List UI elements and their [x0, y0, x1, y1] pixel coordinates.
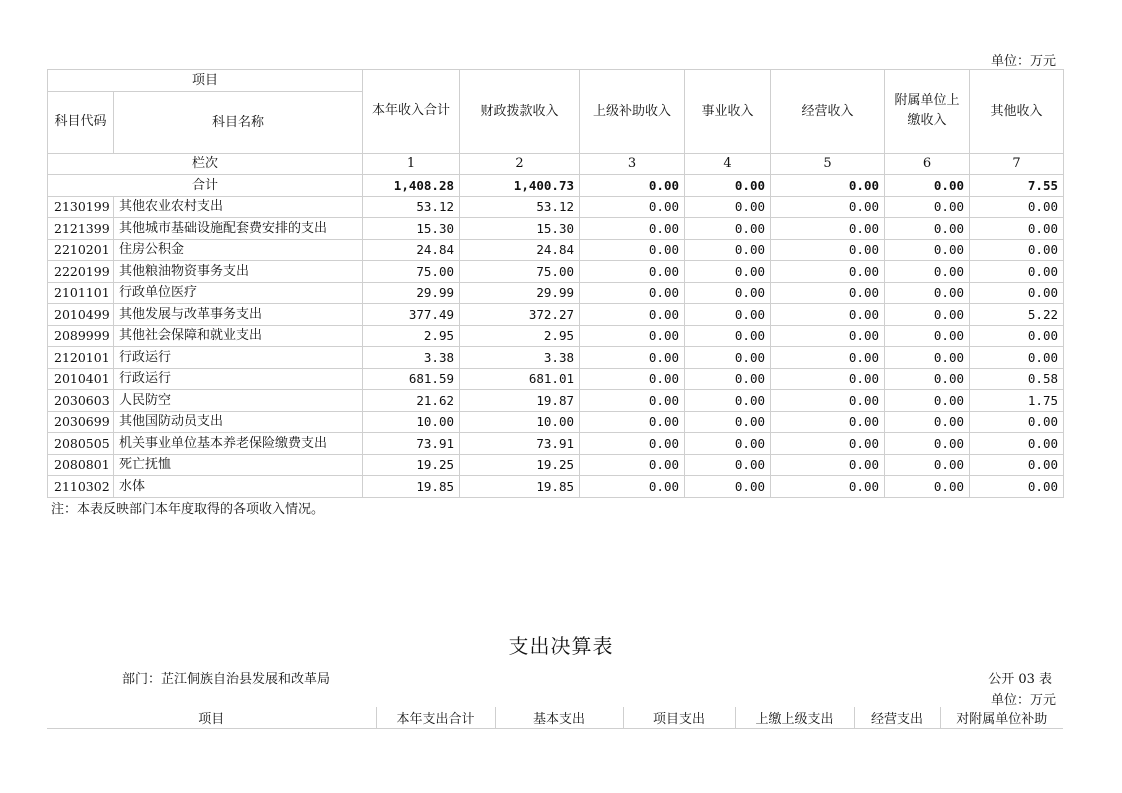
table-row [48, 411, 1064, 433]
amount-cell: 0.00 [885, 433, 970, 455]
subject-name: 其他发展与改革事务支出 [114, 304, 363, 326]
department-label: 部门：芷江侗族自治县发展和改革局 [122, 672, 331, 687]
amount-cell: 0.00 [580, 390, 685, 412]
subject-name: 死亡抚恤 [114, 454, 363, 476]
amount-cell: 19.25 [460, 454, 580, 476]
amount-cell: 0.00 [685, 239, 771, 261]
row-index-6: 6 [885, 153, 970, 175]
table-row [48, 239, 1064, 261]
amount-cell: 2.95 [460, 325, 580, 347]
row-index-7: 7 [970, 153, 1064, 175]
amount-cell: 0.00 [885, 411, 970, 433]
amount-cell: 0.00 [685, 304, 771, 326]
amount-cell: 0.00 [885, 282, 970, 304]
amount-cell: 0.00 [771, 476, 885, 498]
amount-cell: 0.00 [685, 411, 771, 433]
amount-cell: 0.00 [885, 347, 970, 369]
amount-cell: 0.00 [685, 196, 771, 218]
table-row [48, 325, 1064, 347]
amount-cell: 73.91 [460, 433, 580, 455]
total-value: 0.00 [580, 175, 685, 197]
header-code: 科目代码 [48, 91, 114, 153]
subject-name: 行政运行 [114, 368, 363, 390]
amount-cell: 3.38 [363, 347, 460, 369]
table-row [48, 282, 1064, 304]
amount-cell: 0.58 [970, 368, 1064, 390]
amount-cell: 0.00 [970, 218, 1064, 240]
amount-cell: 0.00 [970, 433, 1064, 455]
table-row [48, 390, 1064, 412]
subject-code: 2030603 [48, 390, 114, 412]
amount-cell: 0.00 [885, 476, 970, 498]
amount-cell: 0.00 [580, 282, 685, 304]
amount-cell: 0.00 [580, 304, 685, 326]
amount-cell: 0.00 [885, 325, 970, 347]
row-index-1: 1 [363, 153, 460, 175]
amount-cell: 0.00 [771, 325, 885, 347]
amount-cell: 2.95 [363, 325, 460, 347]
subject-code: 2010499 [48, 304, 114, 326]
amount-cell: 0.00 [771, 347, 885, 369]
total-label: 合计 [48, 175, 363, 197]
subject-name: 人民防空 [114, 390, 363, 412]
header-col-1: 本年收入合计 [363, 70, 460, 154]
amount-cell: 0.00 [685, 390, 771, 412]
subject-code: 2130199 [48, 196, 114, 218]
exp-col-header: 经营支出 [854, 707, 940, 729]
table-row [48, 347, 1064, 369]
amount-cell: 0.00 [685, 347, 771, 369]
subject-name: 其他社会保障和就业支出 [114, 325, 363, 347]
table-row [48, 218, 1064, 240]
exp-col-header: 项目支出 [623, 707, 735, 729]
header-col-3: 上级补助收入 [580, 70, 685, 154]
amount-cell: 15.30 [460, 218, 580, 240]
row-index-3: 3 [580, 153, 685, 175]
table-row [48, 261, 1064, 283]
header-col-2: 财政拨款收入 [460, 70, 580, 154]
exp-col-header: 上缴上级支出 [735, 707, 854, 729]
amount-cell: 0.00 [685, 454, 771, 476]
amount-cell: 0.00 [885, 390, 970, 412]
amount-cell: 73.91 [363, 433, 460, 455]
amount-cell: 0.00 [970, 196, 1064, 218]
subject-code: 2110302 [48, 476, 114, 498]
exp-col-header: 项目 [47, 707, 376, 729]
amount-cell: 0.00 [771, 239, 885, 261]
amount-cell: 5.22 [970, 304, 1064, 326]
total-value: 0.00 [771, 175, 885, 197]
amount-cell: 0.00 [771, 304, 885, 326]
amount-cell: 0.00 [580, 411, 685, 433]
subject-code: 2120101 [48, 347, 114, 369]
amount-cell: 377.49 [363, 304, 460, 326]
amount-cell: 53.12 [460, 196, 580, 218]
amount-cell: 19.85 [460, 476, 580, 498]
amount-cell: 0.00 [580, 347, 685, 369]
amount-cell: 0.00 [885, 454, 970, 476]
amount-cell: 19.85 [363, 476, 460, 498]
table-row [48, 304, 1064, 326]
header-name: 科目名称 [114, 91, 363, 153]
amount-cell: 0.00 [771, 454, 885, 476]
row-index-4: 4 [685, 153, 771, 175]
exp-col-header: 本年支出合计 [376, 707, 495, 729]
amount-cell: 0.00 [580, 239, 685, 261]
amount-cell: 0.00 [685, 218, 771, 240]
amount-cell: 19.25 [363, 454, 460, 476]
amount-cell: 53.12 [363, 196, 460, 218]
subject-code: 2080801 [48, 454, 114, 476]
amount-cell: 75.00 [363, 261, 460, 283]
amount-cell: 0.00 [685, 368, 771, 390]
income-table [47, 69, 1064, 498]
row-index-label: 栏次 [48, 153, 363, 175]
amount-cell: 1.75 [970, 390, 1064, 412]
amount-cell: 0.00 [771, 390, 885, 412]
subject-name: 其他国防动员支出 [114, 411, 363, 433]
table-row [48, 368, 1064, 390]
amount-cell: 0.00 [885, 368, 970, 390]
row-index-5: 5 [771, 153, 885, 175]
amount-cell: 15.30 [363, 218, 460, 240]
subject-name: 行政单位医疗 [114, 282, 363, 304]
amount-cell: 681.01 [460, 368, 580, 390]
amount-cell: 0.00 [580, 433, 685, 455]
amount-cell: 372.27 [460, 304, 580, 326]
amount-cell: 0.00 [771, 218, 885, 240]
subject-code: 2121399 [48, 218, 114, 240]
amount-cell: 24.84 [363, 239, 460, 261]
unit-label-top: 单位：万元 [990, 54, 1056, 69]
amount-cell: 0.00 [580, 196, 685, 218]
amount-cell: 0.00 [580, 325, 685, 347]
subject-name: 行政运行 [114, 347, 363, 369]
amount-cell: 0.00 [771, 282, 885, 304]
amount-cell: 0.00 [771, 196, 885, 218]
table-row [48, 454, 1064, 476]
exp-col-header: 对附属单位补助 [940, 707, 1063, 729]
amount-cell: 0.00 [771, 368, 885, 390]
amount-cell: 21.62 [363, 390, 460, 412]
amount-cell: 0.00 [580, 476, 685, 498]
amount-cell: 0.00 [970, 282, 1064, 304]
amount-cell: 0.00 [885, 261, 970, 283]
amount-cell: 0.00 [970, 261, 1064, 283]
table-row [48, 476, 1064, 498]
header-col-5: 经营收入 [771, 70, 885, 154]
amount-cell: 0.00 [685, 261, 771, 283]
row-index-2: 2 [460, 153, 580, 175]
total-value: 7.55 [970, 175, 1064, 197]
table-row [48, 433, 1064, 455]
unit-label-bottom: 单位：万元 [990, 693, 1056, 708]
table-note: 注：本表反映部门本年度取得的各项收入情况。 [51, 502, 325, 517]
amount-cell: 0.00 [885, 196, 970, 218]
amount-cell: 0.00 [685, 433, 771, 455]
total-row [48, 175, 1064, 197]
amount-cell: 10.00 [460, 411, 580, 433]
header-col-4: 事业收入 [685, 70, 771, 154]
form-number: 公开 03 表 [988, 672, 1052, 687]
amount-cell: 29.99 [460, 282, 580, 304]
amount-cell: 0.00 [685, 325, 771, 347]
amount-cell: 0.00 [970, 239, 1064, 261]
amount-cell: 0.00 [580, 454, 685, 476]
amount-cell: 0.00 [771, 433, 885, 455]
amount-cell: 0.00 [771, 411, 885, 433]
amount-cell: 0.00 [580, 218, 685, 240]
total-value: 1,408.28 [363, 175, 460, 197]
subject-name: 其他粮油物资事务支出 [114, 261, 363, 283]
amount-cell: 19.87 [460, 390, 580, 412]
subject-name: 其他农业农村支出 [114, 196, 363, 218]
table-row [48, 196, 1064, 218]
amount-cell: 0.00 [580, 261, 685, 283]
header-col-7: 其他收入 [970, 70, 1064, 154]
amount-cell: 0.00 [970, 325, 1064, 347]
subject-code: 2210201 [48, 239, 114, 261]
amount-cell: 24.84 [460, 239, 580, 261]
amount-cell: 0.00 [685, 282, 771, 304]
expenditure-table-header [47, 707, 1063, 729]
amount-cell: 0.00 [970, 411, 1064, 433]
amount-cell: 0.00 [885, 218, 970, 240]
amount-cell: 0.00 [885, 304, 970, 326]
amount-cell: 29.99 [363, 282, 460, 304]
subject-name: 水体 [114, 476, 363, 498]
subject-code: 2220199 [48, 261, 114, 283]
total-value: 0.00 [685, 175, 771, 197]
amount-cell: 0.00 [685, 476, 771, 498]
subject-code: 2030699 [48, 411, 114, 433]
header-project: 项目 [48, 70, 363, 92]
amount-cell: 3.38 [460, 347, 580, 369]
subject-code: 2080505 [48, 433, 114, 455]
amount-cell: 0.00 [970, 347, 1064, 369]
subject-name: 机关事业单位基本养老保险缴费支出 [114, 433, 363, 455]
total-value: 0.00 [885, 175, 970, 197]
amount-cell: 0.00 [885, 239, 970, 261]
expenditure-title: 支出决算表 [508, 634, 614, 658]
header-col-6: 附属单位上缴收入 [885, 70, 970, 154]
amount-cell: 0.00 [970, 454, 1064, 476]
amount-cell: 0.00 [580, 368, 685, 390]
subject-code: 2101101 [48, 282, 114, 304]
amount-cell: 75.00 [460, 261, 580, 283]
subject-name: 住房公积金 [114, 239, 363, 261]
total-value: 1,400.73 [460, 175, 580, 197]
amount-cell: 0.00 [970, 476, 1064, 498]
amount-cell: 0.00 [771, 261, 885, 283]
subject-name: 其他城市基础设施配套费安排的支出 [114, 218, 363, 240]
subject-code: 2010401 [48, 368, 114, 390]
amount-cell: 681.59 [363, 368, 460, 390]
subject-code: 2089999 [48, 325, 114, 347]
exp-col-header: 基本支出 [495, 707, 623, 729]
amount-cell: 10.00 [363, 411, 460, 433]
